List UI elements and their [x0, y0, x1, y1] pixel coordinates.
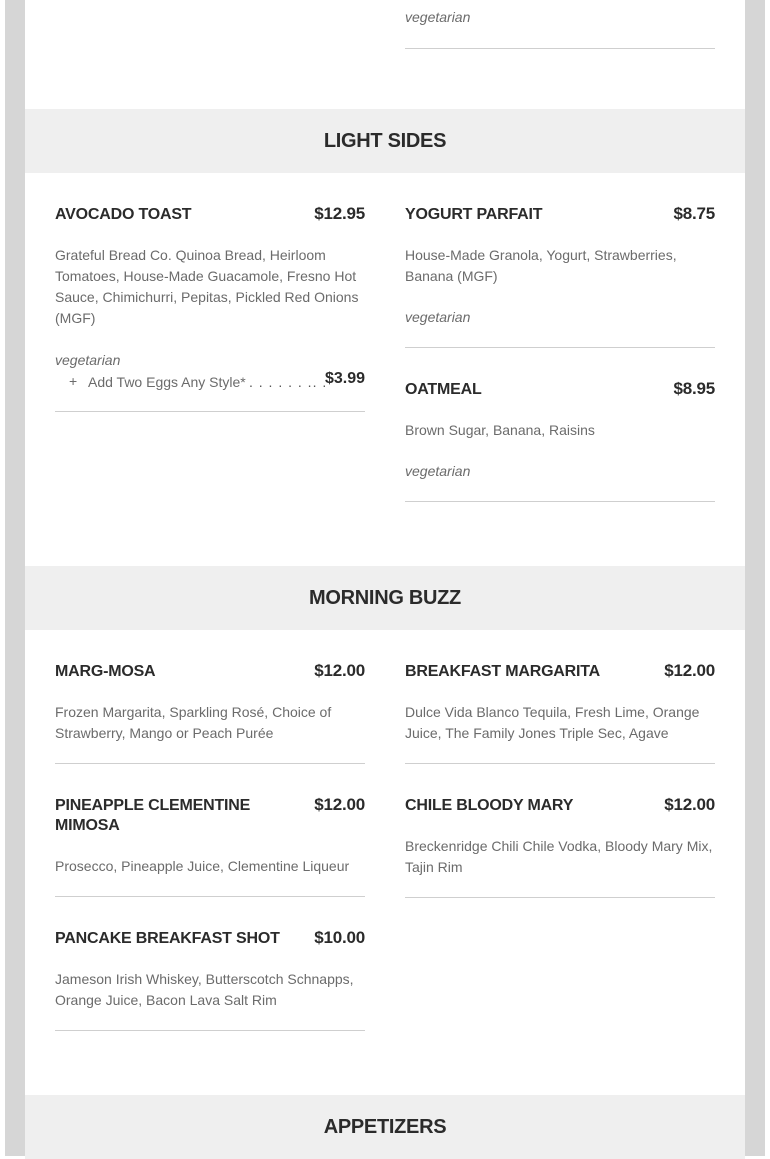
item-divider: [405, 763, 715, 764]
item-divider: [405, 347, 715, 348]
addon-label: Add Two Eggs Any Style*: [88, 374, 246, 390]
menu-item-partial: [405, 0, 715, 26]
item-name: PINEAPPLE CLEMENTINE MIMOSA: [55, 797, 251, 834]
menu-page: [25, 0, 745, 1156]
item-tag: vegetarian: [405, 309, 471, 325]
section-header-appetizers: [25, 1095, 745, 1159]
item-name: BREAKFAST MARGARITA: [405, 663, 601, 680]
item-tag: vegetarian: [405, 9, 471, 25]
item-divider: [55, 411, 365, 412]
item-tag: vegetarian: [405, 463, 471, 479]
item-description: Dulce Vida Blanco Tequila, Fresh Lime, Orange Juice, The Family Jones Triple Sec, Agave: [405, 704, 700, 741]
item-price: $8.95: [673, 379, 715, 398]
item-divider: [405, 897, 715, 898]
item-name: PANCAKE BREAKFAST SHOT: [55, 930, 280, 947]
item-name: OATMEAL: [405, 381, 482, 398]
dot-leader: . . . . . . .. .: [249, 374, 328, 390]
menu-item-yogurt-parfait[interactable]: [405, 205, 715, 326]
item-name: YOGURT PARFAIT: [405, 206, 543, 223]
menu-item-oatmeal[interactable]: [405, 380, 715, 480]
item-price: $12.00: [664, 795, 715, 814]
menu-item-breakfast-margarita[interactable]: [405, 662, 715, 744]
item-price: $10.00: [314, 928, 365, 947]
item-description: Brown Sugar, Banana, Raisins: [405, 422, 595, 438]
section-header-light-sides: [25, 109, 745, 173]
item-description: Prosecco, Pineapple Juice, Clementine Liqueur: [55, 858, 350, 874]
item-description: Grateful Bread Co. Quinoa Bread, Heirloom Tomatoes, House-Made Guacamole, Fresno Hot Sauce, Chimichurri, Pepitas, Pickled Red Onions (MGF): [55, 247, 359, 326]
item-divider: [55, 763, 365, 764]
item-name: AVOCADO TOAST: [55, 206, 192, 223]
plus-icon: +: [69, 373, 78, 389]
item-tag: vegetarian: [55, 352, 121, 368]
item-description: Jameson Irish Whiskey, Butterscotch Schnapps, Orange Juice, Bacon Lava Salt Rim: [55, 971, 354, 1008]
menu-item-chile-bloody-mary[interactable]: [405, 796, 715, 878]
addon-price: $3.99: [324, 370, 365, 387]
item-description: Frozen Margarita, Sparkling Rosé, Choice of Strawberry, Mango or Peach Purée: [55, 704, 332, 741]
item-name: MARG-MOSA: [55, 663, 156, 680]
menu-item-marg-mosa[interactable]: [55, 662, 365, 744]
item-price: $8.75: [673, 204, 715, 223]
menu-item-pineapple-clementine-mimosa[interactable]: [55, 796, 365, 877]
section-header-morning-buzz: [25, 566, 745, 630]
item-divider: [405, 501, 715, 502]
section-title: MORNING BUZZ: [309, 586, 461, 609]
page-gutter-right: [745, 0, 765, 1156]
addon-add-two-eggs[interactable]: [55, 370, 365, 395]
menu-item-avocado-toast[interactable]: [55, 205, 365, 395]
item-description: House-Made Granola, Yogurt, Strawberries, Banana (MGF): [405, 247, 677, 284]
item-name: CHILE BLOODY MARY: [405, 797, 574, 814]
page-gutter-left: [5, 0, 25, 1156]
item-price: $12.00: [314, 795, 365, 814]
section-title: APPETIZERS: [323, 1115, 447, 1138]
item-price: $12.00: [664, 661, 715, 680]
item-divider: [405, 48, 715, 49]
item-price: $12.00: [314, 661, 365, 680]
item-divider: [55, 1030, 365, 1031]
item-price: $12.95: [314, 204, 365, 223]
menu-item-pancake-breakfast-shot[interactable]: [55, 929, 365, 1011]
section-title: LIGHT SIDES: [323, 129, 447, 152]
item-description: Breckenridge Chili Chile Vodka, Bloody Mary Mix, Tajin Rim: [405, 838, 713, 875]
item-divider: [55, 896, 365, 897]
